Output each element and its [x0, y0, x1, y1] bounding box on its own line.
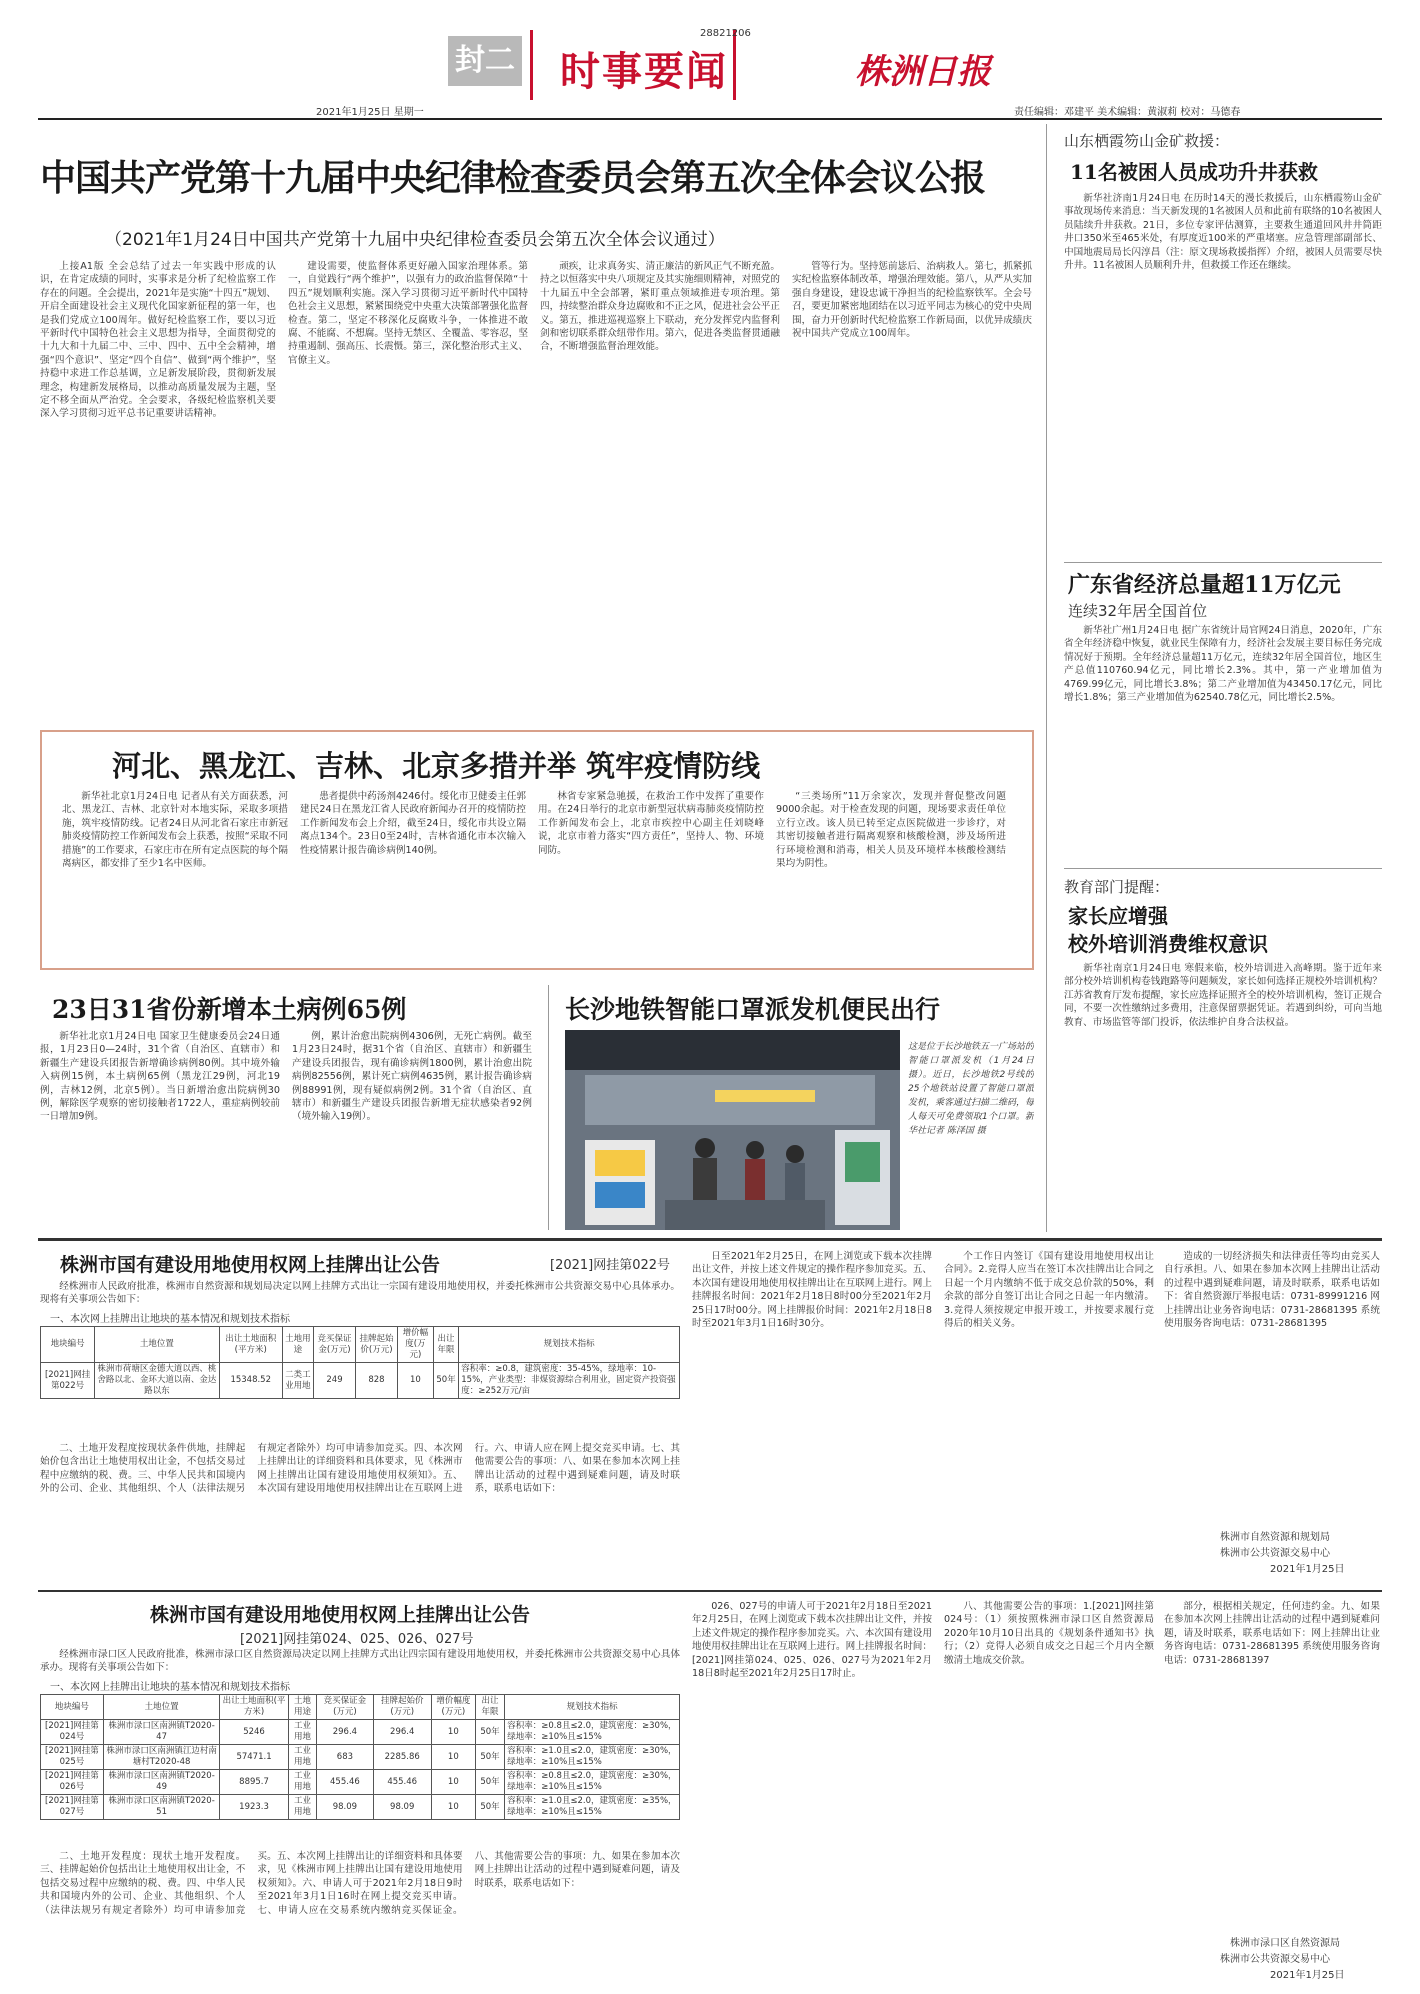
notice-2-date: 2021年1月25日	[1270, 1970, 1345, 1981]
table-cell: 工业用地	[288, 1720, 317, 1745]
table-header-cell: 竞买保证金(万元)	[314, 1327, 356, 1363]
table-cell: 1923.3	[220, 1795, 288, 1820]
table-header-cell: 出让土地面积(平方米)	[219, 1327, 282, 1363]
notice-1-clauses-cont-2: 个工作日内签订《国有建设用地使用权出让合同》。2.竞得人应当在签订本次挂牌出让合同之日起一个月内缴纳不低于成交总价款的50%，剩余款的部分自签订出让合同之日起一年内缴清。3.竞得人须按规定申报开竣工，并按要求履行竞得后的相关义务。	[944, 1251, 1154, 1330]
gdp-body-text: 新华社广州1月24日电 据广东省统计局官网24日消息，2020年，广东省全年经济稳中恢复，就业民生保障有力，经济社会发展主要目标任务完成情况好于预期。全年经济总量超11万亿元，连续32年居全国首位，地区生产总值110760.94亿元，同比增长2.3%。其中，第一产业增加值为4769.99亿元，同比增长3.8%；第二产业增加值为43450.17亿元，同比增长1.8%；第三产业增加值为62540.78亿元，同比增长2.5%。	[1064, 625, 1382, 704]
edu-body-text: 新华社南京1月24日电 寒假来临，校外培训进入高峰期。鉴于近年来部分校外培训机构卷钱跑路等问题频发，家长如何选择正规校外培训机构？江苏省教育厅发布提醒，家长应选择证照齐全的校外培训机构，签订正规合同，不要一次性缴纳过多费用，注意保留票据凭证。若遇到纠纷，可向当地教育、市场监管等部门投诉，依法维护自身合法权益。	[1064, 963, 1382, 1028]
table-header-cell: 挂牌起始价(万元)	[373, 1695, 431, 1720]
table-header-cell: 出让土地面积(平方米)	[220, 1695, 288, 1720]
table-cell: 10	[431, 1770, 475, 1795]
cases-col-1-text: 新华社北京1月24日电 国家卫生健康委员会24日通报，1月23日0—24时，31个省（自治区、直辖市）和新疆生产建设兵团报告新增确诊病例80例。其中境外输入病例15例，本土病例65例（黑龙江29例，河北19例，吉林12例，北京5例）。当日新增治愈出院病例30例，解除医学观察的密切接触者1722人，重症病例较前一日增加9例。	[40, 1031, 280, 1123]
table-cell: 50年	[433, 1363, 458, 1399]
epidemic-col-3-text: 林省专家紧急驰援，在救治工作中发挥了重要作用。在24日举行的北京市新型冠状病毒肺炎疫情防控工作新闻发布会上，北京市疾控中心副主任刘晓峰说，北京市着力落实“四方责任”，坚持人、物、环境同防。	[538, 791, 764, 856]
table-cell: [2021]网挂第024号	[41, 1720, 104, 1745]
lead-col-4-text: 管等行为。坚持惩前毖后、治病救人。第七，抓紧抓实纪检监察体制改革，增强治理效能。第八，从严从实加强自身建设，建设忠诚干净担当的纪检监察铁军。全会号召，要更加紧密地团结在以习近平同志为核心的党中央周围，奋力开创新时代纪检监察工作新局面，以优异成绩庆祝中国共产党成立100周年。	[792, 261, 1032, 340]
rescue-kicker: 山东栖霞笏山金矿救援：	[1064, 132, 1230, 150]
table-cell: 容积率：≥0.8且≤2.0，建筑密度：≥30%，绿地率：≥10%且≤15%	[505, 1770, 680, 1795]
edu-title-line-1: 家长应增强	[1068, 904, 1168, 928]
lead-title: 中国共产党第十九届中央纪律检查委员会第五次全体会议公报	[40, 157, 986, 199]
paper-name: 株洲日报	[855, 52, 991, 92]
table-cell: [2021]网挂第022号	[41, 1363, 95, 1399]
table-cell: 57471.1	[220, 1745, 288, 1770]
notice-1-top-rule	[38, 1238, 1382, 1241]
epidemic-box	[40, 730, 1034, 970]
table-cell: 2285.86	[373, 1745, 431, 1770]
epidemic-col-1-text: 新华社北京1月24日电 记者从有关方面获悉，河北、黑龙江、吉林、北京针对本地实际，采取多项措施，筑牢疫情防线。记者24日从河北省石家庄市新冠肺炎疫情防控工作新闻发布会上获悉，按照“采取不同措施”的工作要求，石家庄市在所有定点医院的每个隔离病区，都安排了至少1名中医师。	[62, 791, 288, 870]
notice-2-clauses-cont: 026、027号的申请人可于2021年2月18日至2021年2月25日，在网上浏览或下载本次挂牌出让文件，并按上述文件规定的操作程序参加竞买。六、本次国有建设用地使用权挂牌出让在互联网上进行。网上挂牌报名时间：[2021]网挂第024、025、026、027号为2021年2月18日8时起至2021年2月25日17时止。	[692, 1601, 932, 1680]
notice-2-intro-text: 经株洲市渌口区人民政府批准，株洲市渌口区自然资源局决定以网上挂牌方式出让四宗国有建设用地使用权，并委托株洲市公共资源交易中心具体承办。现将有关事项公告如下：	[40, 1649, 680, 1674]
table-cell: 50年	[475, 1720, 504, 1745]
notice-2-signature-1: 株洲市渌口区自然资源局	[1230, 1938, 1340, 1949]
metro-photo-illustration	[565, 1030, 900, 1230]
table-row	[41, 1745, 680, 1770]
sidebar-divider	[1046, 124, 1047, 1232]
table-cell: [2021]网挂第027号	[41, 1795, 104, 1820]
table-header-cell: 竞买保证金(万元)	[317, 1695, 373, 1720]
notice-2-title: 株洲市国有建设用地使用权网上挂牌出让公告	[150, 1604, 531, 1626]
metro-caption-text: 这是位于长沙地铁五一广场站的智能口罩派发机（1月24日摄）。近日，长沙地铁2号线的25个地铁站设置了智能口罩派发机，乘客通过扫描二维码，每人每天可免费领取1个口罩。新华社记者 陈泽国 摄	[908, 1042, 1034, 1136]
table-cell: 50年	[475, 1795, 504, 1820]
table-header-cell: 土地用途	[282, 1327, 313, 1363]
notice-1-clauses-a	[40, 1442, 680, 1582]
table-row	[41, 1720, 680, 1745]
metro-photo	[565, 1030, 900, 1230]
lead-col-3-text: 顽疾，让求真务实、清正廉洁的新风正气不断充盈。持之以恒落实中央八项规定及其实施细则精神，对照党的十九届五中全会部署，紧盯重点领域推进专项治理。第四，持续整治群众身边腐败和不正之风，促进社会公平正义。第五，推进巡视巡察上下联动，充分发挥党内监督利剑和密切联系群众纽带作用。第六，促进各类监督贯通融合，不断增强监督治理效能。	[540, 261, 780, 353]
table-header-cell: 地块编号	[41, 1327, 95, 1363]
table-cell: 容积率：≥0.8，建筑密度：35-45%，绿地率：10-15%，产业类型：非煤资源综合利用业，固定资产投资强度：≥252万元/亩	[459, 1363, 680, 1399]
table-header-cell: 增价幅度(万元)	[431, 1695, 475, 1720]
notice-2-table	[40, 1694, 680, 1820]
cases-col-1	[40, 1030, 280, 1230]
rescue-body	[1064, 192, 1382, 554]
table-cell: 10	[431, 1720, 475, 1745]
sidebar-rule-2	[1064, 868, 1382, 869]
table-cell: 株洲市渌口区南洲镇T2020-47	[103, 1720, 219, 1745]
epidemic-col-4	[776, 790, 1006, 960]
table-cell: 50年	[475, 1745, 504, 1770]
table-cell: 8895.7	[220, 1770, 288, 1795]
epidemic-col-3	[538, 790, 764, 960]
table-cell: [2021]网挂第025号	[41, 1745, 104, 1770]
masthead-rule	[38, 118, 1382, 120]
table-cell: 296.4	[373, 1720, 431, 1745]
masthead	[0, 0, 1420, 120]
table-row	[41, 1363, 680, 1399]
notice-1-clauses-c	[944, 1250, 1154, 1584]
metro-caption	[908, 1040, 1034, 1230]
table-cell: 455.46	[373, 1770, 431, 1795]
lead-col-1	[40, 260, 276, 720]
notice-1-intro-text: 经株洲市人民政府批准，株洲市自然资源和规划局决定以网上挂牌方式出让一宗国有建设用地使用权，并委托株洲市公共资源交易中心具体承办。现将有关事项公告如下：	[40, 1281, 680, 1306]
date-line: 2021年1月25日 星期一	[316, 107, 424, 118]
table-cell: 容积率：≥1.0且≤2.0，建筑密度：≥30%，绿地率：≥10%且≤15%	[505, 1745, 680, 1770]
gdp-body	[1064, 624, 1382, 862]
epidemic-title: 河北、黑龙江、吉林、北京多措并举 筑牢疫情防线	[112, 749, 761, 783]
epidemic-col-1	[62, 790, 288, 960]
edu-body	[1064, 962, 1382, 1230]
table-cell: 98.09	[373, 1795, 431, 1820]
notice-1-title: 株洲市国有建设用地使用权网上挂牌出让公告	[60, 1254, 441, 1276]
table-row	[41, 1795, 680, 1820]
metro-title: 长沙地铁智能口罩派发机便民出行	[565, 995, 941, 1024]
gdp-subtitle: 连续32年居全国首位	[1068, 602, 1208, 620]
table-cell: 98.09	[317, 1795, 373, 1820]
table-cell: 容积率：≥1.0且≤2.0，建筑密度：≥35%，绿地率：≥10%且≤15%	[505, 1795, 680, 1820]
sidebar-rule-1	[1064, 562, 1382, 563]
table-cell: 容积率：≥0.8且≤2.0，建筑密度：≥30%，绿地率：≥10%且≤15%	[505, 1720, 680, 1745]
table-cell: 15348.52	[219, 1363, 282, 1399]
editors-line: 责任编辑：邓建平 美术编辑：黄淑莉 校对：马德春	[1014, 107, 1241, 118]
notice-1	[40, 1246, 1380, 1588]
cases-metro-divider	[548, 985, 549, 1230]
table-header-row	[41, 1695, 680, 1720]
notice-1-intro	[40, 1280, 680, 1307]
table-cell: 455.46	[317, 1770, 373, 1795]
lead-col-3	[540, 260, 780, 720]
table-cell: 5246	[220, 1720, 288, 1745]
notice-1-clauses-cont: 日至2021年2月25日，在网上浏览或下载本次挂牌出让文件，并按上述文件规定的操作程序参加竞买。五、本次国有建设用地使用权挂牌出让在互联网上进行。网上挂牌报名时间：2021年2月18日8时00分至2021年2月25日17时00分。网上挂牌报价时间：2021年2月18日8时至2021年3月1日16时30分。	[692, 1251, 932, 1330]
notice-2-table-caption: 一、本次网上挂牌出让地块的基本情况和规划技术指标	[50, 1682, 290, 1693]
table-cell: 10	[431, 1795, 475, 1820]
notice-1-clauses-text: 二、土地开发程度按现状条件供地，挂牌起始价包含出让土地使用权出让金，不包括交易过程中应缴纳的税、费。三、中华人民共和国境内外的公司、企业、其他组织、个人（法律法规另有规定者除外）均可申请参加竞买。四、本次网上挂牌出让的详细资料和具体要求，见《株洲市网上挂牌出让国有建设用地使用权须知》。五、本次国有建设用地使用权挂牌出让在互联网上进行。六、申请人应在网上提交竞买申请。七、其他需要公告的事项：八、如果在参加本次网上挂牌出让活动的过程中遇到疑难问题，请及时联系，联系电话如下：	[40, 1443, 680, 1495]
table-header-cell: 规划技术指标	[505, 1695, 680, 1720]
rescue-title: 11名被困人员成功升井获救	[1070, 160, 1318, 184]
notice-1-signature-2: 株洲市公共资源交易中心	[1220, 1548, 1330, 1559]
cases-col-2	[292, 1030, 532, 1230]
notice-1-table	[40, 1326, 680, 1399]
notice-2-clauses-cont-3: 部分，根据相关规定，任何违约金。九、如果在参加本次网上挂牌出让活动的过程中遇到疑难问题，请及时联系，联系电话如下：网上挂牌出让业务咨询电话：0731-28681395 系统使用服务咨询电话：0731-28681397	[1164, 1601, 1380, 1666]
edu-kicker: 教育部门提醒：	[1064, 878, 1170, 896]
table-cell: 株洲市渌口区南洲镇江边村南塘村T2020-48	[103, 1745, 219, 1770]
notice-2-clauses-c	[944, 1600, 1154, 1984]
notice-2-clauses-d	[1164, 1600, 1380, 1930]
notice-2-docno: [2021]网挂第024、025、026、027号	[240, 1632, 474, 1647]
notice-1-clauses-d	[1164, 1250, 1380, 1520]
table-cell: 株洲市渌口区南洲镇T2020-49	[103, 1770, 219, 1795]
notice-2	[40, 1596, 1380, 1988]
table-header-cell: 出让年限	[475, 1695, 504, 1720]
notice-2-intro	[40, 1648, 680, 1675]
table-header-row	[41, 1327, 680, 1363]
notice-1-clauses-cont-3: 造成的一切经济损失和法律责任等均由竞买人自行承担。八、如果在参加本次网上挂牌出让活动的过程中遇到疑难问题，请及时联系，联系电话如下：省自然资源厅举报电话：0731-89991216 网上挂牌出让业务咨询电话：0731-28681395 系统使用服务咨询电话：0731-28681395	[1164, 1251, 1380, 1330]
table-header-cell: 地块编号	[41, 1695, 104, 1720]
rescue-body-text: 新华社济南1月24日电 在历时14天的漫长救援后，山东栖霞笏山金矿事故现场传来消息：当天新发现的1名被困人员和此前有联络的10名被困人员陆续升井获救。21日，多位专家评估测算，主要救生通道回风井井筒距井口350米至465米处，有厚度近100米的严重堵塞。应急管理部副部长、中国地震局局长闪淳昌（注：原文现场救援指挥）介绍，被困人员需要尽快升井。11名被困人员顺利升井，但救援工作还在继续。	[1064, 193, 1382, 272]
table-cell: 工业用地	[288, 1745, 317, 1770]
page-label: 封二	[448, 36, 522, 86]
notice-1-clauses-b	[692, 1250, 932, 1584]
table-header-cell: 土地位置	[103, 1695, 219, 1720]
table-cell: 10	[431, 1745, 475, 1770]
lead-col-2	[288, 260, 528, 720]
notice-1-signature-1: 株洲市自然资源和规划局	[1220, 1532, 1330, 1543]
table-header-cell: 规划技术指标	[459, 1327, 680, 1363]
table-row	[41, 1770, 680, 1795]
notice-1-docno: [2021]网挂第022号	[550, 1258, 671, 1273]
table-cell: 株洲市荷塘区金德大道以西、桃舍路以北、金环大道以南、金达路以东	[95, 1363, 219, 1399]
table-header-cell: 挂牌起始价(万元)	[355, 1327, 397, 1363]
table-cell: [2021]网挂第026号	[41, 1770, 104, 1795]
table-cell: 二类工业用地	[282, 1363, 313, 1399]
epidemic-col-2	[300, 790, 526, 960]
table-header-cell: 土地位置	[95, 1327, 219, 1363]
lead-col-2-text: 建设需要，使监督体系更好融入国家治理体系。第一，自觉践行“两个维护”，以强有力的政治监督保障“十四五”规划顺利实施。深入学习贯彻习近平新时代中国特色社会主义思想，紧紧围绕党中央重大决策部署强化监督检查。第二，坚定不移深化反腐败斗争，一体推进不敢腐、不能腐、不想腐。坚持无禁区、全覆盖、零容忍，坚持重遏制、强高压、长震慑。第三，深化整治形式主义、官僚主义。	[288, 261, 528, 366]
table-header-cell: 出让年限	[433, 1327, 458, 1363]
table-cell: 工业用地	[288, 1770, 317, 1795]
table-cell: 828	[355, 1363, 397, 1399]
table-cell: 249	[314, 1363, 356, 1399]
table-cell: 50年	[475, 1770, 504, 1795]
notice-2-clauses-cont-2: 八、其他需要公告的事项：1.[2021]网挂第024号：（1）须按照株洲市渌口区自然资源局2020年10月10日出具的《规划条件通知书》执行；（2）竞得人必须自成交之日起三个月内全额缴清土地成交价款。	[944, 1601, 1154, 1666]
lead-col-4	[792, 260, 1032, 720]
gdp-title: 广东省经济总量超11万亿元	[1068, 572, 1341, 598]
table-cell: 683	[317, 1745, 373, 1770]
epidemic-col-4-text: “三类场所”11万余家次，发现并督促整改问题9000余起。对于检查发现的问题，现场要求责任单位立行立改。该人员已转至定点医院做进一步诊疗，对其密切接触者进行隔离观察和核酸检测，涉及场所进行环境检测和消毒，相关人员及环境样本核酸检测结果均为阴性。	[776, 791, 1006, 870]
section-title: 时事要闻	[560, 48, 728, 95]
table-cell: 10	[397, 1363, 433, 1399]
cases-title: 23日31省份新增本土病例65例	[52, 995, 407, 1024]
notice-1-table-caption: 一、本次网上挂牌出让地块的基本情况和规划技术指标	[50, 1314, 290, 1325]
notice-2-clauses-a	[40, 1850, 680, 1986]
cases-col-2-text: 例，累计治愈出院病例4306例，无死亡病例。截至1月23日24时，据31个省（自治区、直辖市）和新疆生产建设兵团报告，现有确诊病例1800例，累计治愈出院病例82556例，累计死亡病例4635例，累计报告确诊病例88991例，现有疑似病例2例。31个省（自治区、直辖市）和新疆生产建设兵团报告新增无症状感染者92例（境外输入19例）。	[292, 1031, 532, 1123]
notice-2-top-rule	[38, 1590, 1382, 1592]
notice-2-signature-2: 株洲市公共资源交易中心	[1220, 1954, 1330, 1965]
table-header-cell: 土地用途	[288, 1695, 317, 1720]
hotline: 28821206	[700, 28, 751, 39]
epidemic-col-2-text: 患者提供中药汤剂4246付。绥化市卫健委主任郭建民24日在黑龙江省人民政府新闻办召开的疫情防控工作新闻发布会上介绍，截至24日，绥化市共设立隔离点134个。23日0至24时，吉林省通化市本次输入性疫情累计报告确诊病例140例。	[300, 791, 526, 856]
table-cell: 296.4	[317, 1720, 373, 1745]
edu-title-line-2: 校外培训消费维权意识	[1068, 932, 1268, 956]
table-cell: 株洲市渌口区南洲镇T2020-51	[103, 1795, 219, 1820]
lead-col-1-text: 上接A1版 全会总结了过去一年实践中形成的认识，在肯定成绩的同时，实事求是分析了纪检监察工作存在的问题。全会提出，2021年是实施“十四五”规划、开启全面建设社会主义现代化国家新征程的第一年，也是我们党成立100周年。做好纪检监察工作，要以习近平新时代中国特色社会主义思想为指导，全面贯彻党的十九大和十九届二中、三中、四中、五中全会精神，增强“四个意识”、坚定“四个自信”、做到“两个维护”，坚持稳中求进工作总基调，立足新发展阶段，贯彻新发展理念，构建新发展格局，以推动高质量发展为主题，坚定不移全面从严治党。全会要求，各级纪检监察机关要深入学习贯彻习近平总书记重要讲话精神。	[40, 261, 276, 420]
notice-1-date: 2021年1月25日	[1270, 1564, 1345, 1575]
notice-2-clauses-text: 二、土地开发程度：现状土地开发程度。三、挂牌起始价包括出让土地使用权出让金，不包括交易过程中应缴纳的税、费。四、中华人民共和国境内外的公司、企业、其他组织、个人（法律法规另有规定者除外）均可申请参加竞买。五、本次网上挂牌出让的详细资料和具体要求，见《株洲市网上挂牌出让国有建设用地使用权须知》。六、申请人可于2021年2月18日9时至2021年3月1日16时在网上提交竞买申请。七、申请人应在交易系统内缴纳竞买保证金。八、其他需要公告的事项：九、如果在参加本次网上挂牌出让活动的过程中遇到疑难问题，请及时联系，联系电话如下：	[40, 1851, 680, 1916]
notice-2-clauses-b	[692, 1600, 932, 1984]
table-header-cell: 增价幅度(万元)	[397, 1327, 433, 1363]
lead-subtitle: （2021年1月24日中国共产党第十九届中央纪律检查委员会第五次全体会议通过）	[105, 230, 725, 250]
table-cell: 工业用地	[288, 1795, 317, 1820]
